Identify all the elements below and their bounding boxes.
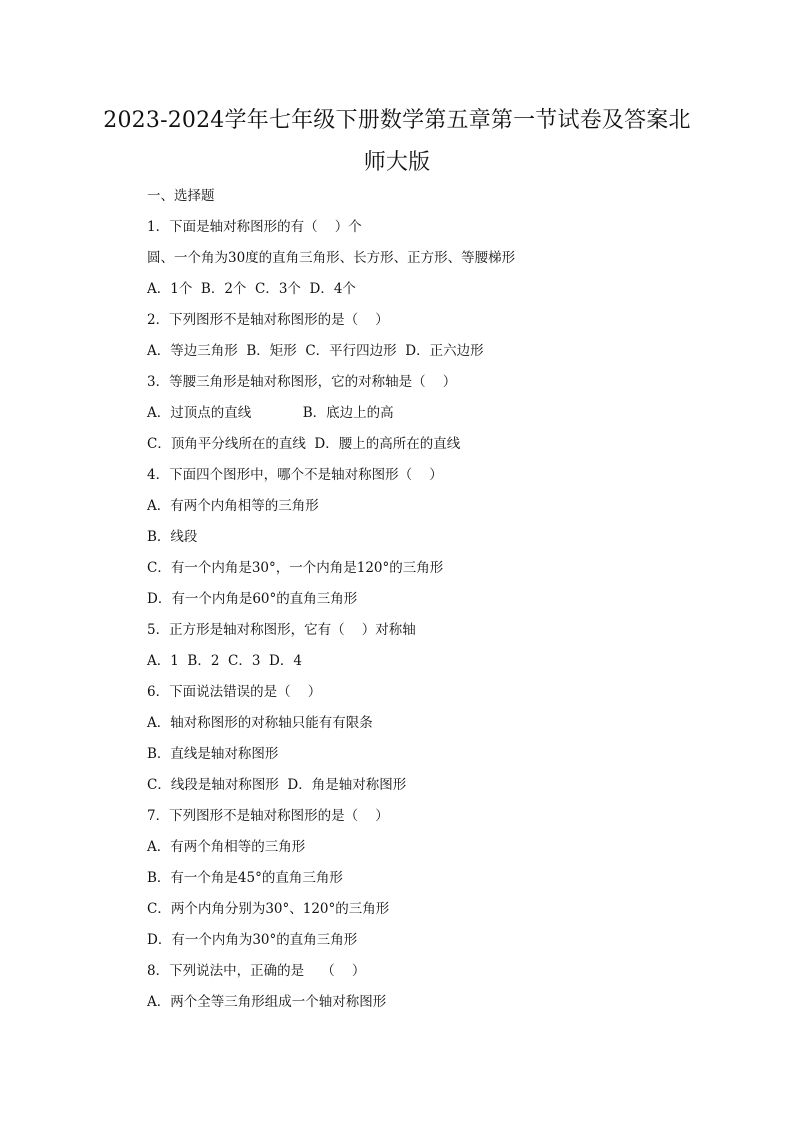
document-title — [100, 100, 694, 184]
text-line: A．等边三角形 B．矩形 C．平行四边形 D．正六边形 — [147, 343, 484, 359]
text-line: A．1 B．2 C．3 D．4 — [147, 653, 302, 669]
text-line: B．有一个角是45°的直角三角形 — [147, 870, 343, 886]
text-line: 5．正方形是轴对称图形，它有（ ）对称轴 — [147, 622, 416, 638]
text-line: C．两个内角分别为30°、120°的三角形 — [147, 901, 390, 917]
title-line-1: 2023-2024学年七年级下册数学第五章第一节试卷及答案北 — [103, 108, 691, 133]
text-line: A．轴对称图形的对称轴只能有有限条 — [147, 715, 373, 731]
text-line: 圆、一个角为30度的直角三角形、长方形、正方形、等腰梯形 — [147, 250, 516, 266]
text-line: B．线段 — [147, 529, 198, 545]
text-line: D．有一个内角为30°的直角三角形 — [147, 932, 358, 948]
text-line: A．1个 B．2个 C．3个 D．4个 — [147, 281, 356, 297]
text-line: B．直线是轴对称图形 — [147, 746, 279, 762]
text-line: 1．下面是轴对称图形的有（ ）个 — [147, 219, 362, 235]
text-line: C．有一个内角是30°，一个内角是120°的三角形 — [147, 560, 444, 576]
text-line: 8．下列说法中，正确的是 （ ） — [147, 963, 366, 979]
text-line: A．过顶点的直线 B．底边上的高 — [147, 405, 394, 421]
text-line: D．有一个内角是60°的直角三角形 — [147, 591, 358, 607]
text-line: A．有两个内角相等的三角形 — [147, 498, 319, 514]
text-line: 2．下列图形不是轴对称图形的是（ ） — [147, 312, 389, 328]
text-line: A．两个全等三角形组成一个轴对称图形 — [147, 994, 387, 1010]
text-line: 4．下面四个图形中，哪个不是轴对称图形（ ） — [147, 467, 443, 483]
question-list — [147, 181, 707, 1018]
text-line: 7．下列图形不是轴对称图形的是（ ） — [147, 808, 389, 824]
section-heading: 一、选择题 — [147, 188, 215, 204]
title-line-2: 师大版 — [363, 150, 431, 175]
text-line: C．线段是轴对称图形 D．角是轴对称图形 — [147, 777, 407, 793]
text-line: 3．等腰三角形是轴对称图形，它的对称轴是（ ） — [147, 374, 457, 390]
text-line: 6．下面说法错误的是（ ） — [147, 684, 322, 700]
text-line: A．有两个角相等的三角形 — [147, 839, 306, 855]
text-line: C．顶角平分线所在的直线 D．腰上的高所在的直线 — [147, 436, 461, 452]
